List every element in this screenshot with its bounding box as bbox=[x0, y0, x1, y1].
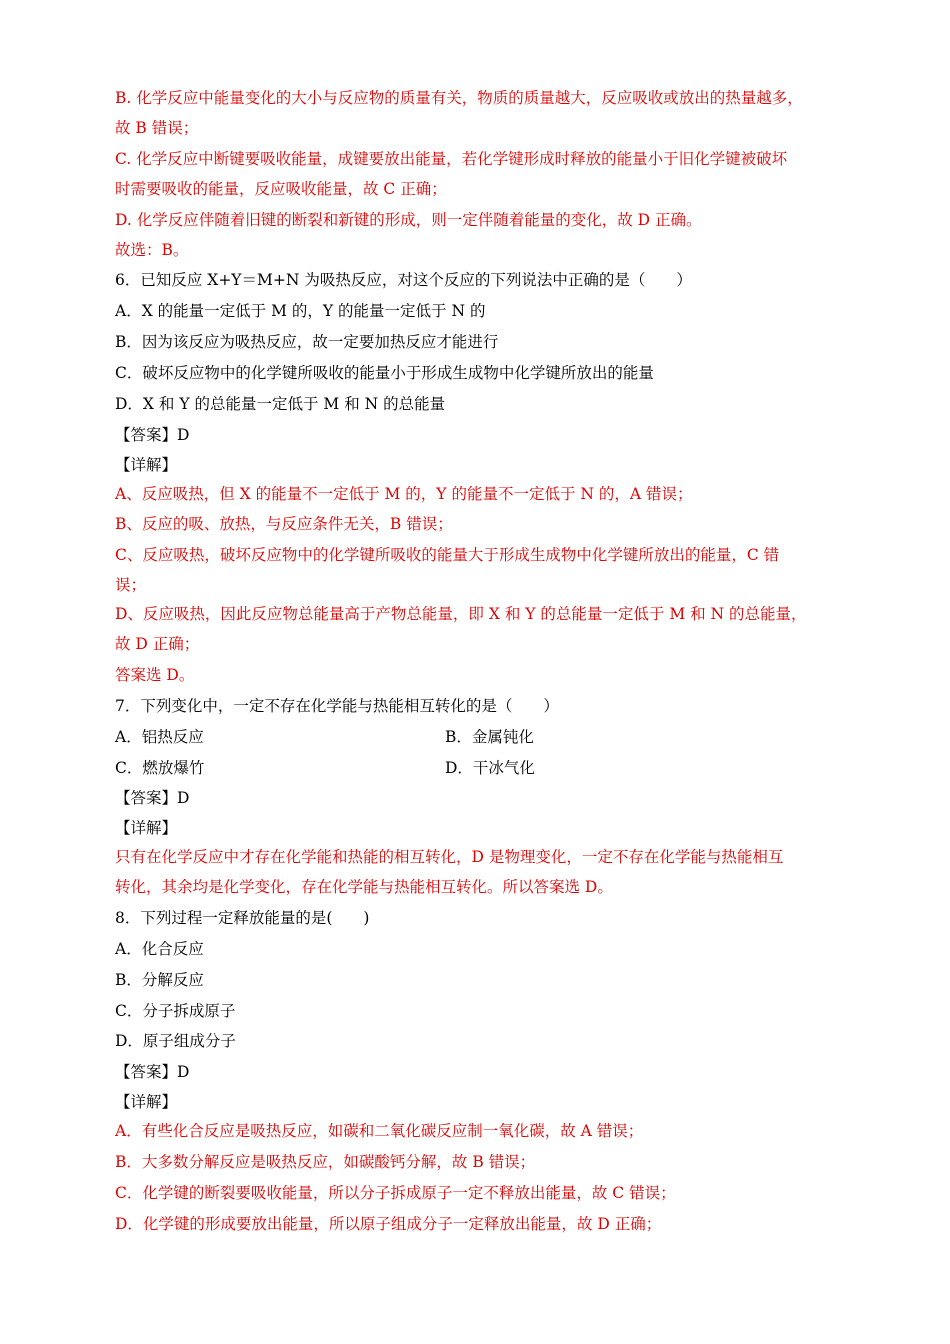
q6-explanation-line: C、反应吸热，破坏反应物中的化学键所吸收的能量大于形成生成物中化学键所放出的能量，C 错 bbox=[115, 546, 780, 564]
q8-explanation-line: B．大多数分解反应是吸热反应，如碳酸钙分解，故 B 错误； bbox=[115, 1153, 536, 1171]
q8-option-a: A．化合反应 bbox=[115, 940, 204, 958]
q8-answer: 【答案】D bbox=[115, 1063, 190, 1081]
q5-explanation-b-line1: B. 化学反应中能量变化的大小与反应物的质量有关，物质的质量越大，反应吸收或放出的热量越多， bbox=[115, 89, 803, 107]
q6-explanation-line: A、反应吸热，但 X 的能量不一定低于 M 的，Y 的能量不一定低于 N 的，A 错误； bbox=[115, 485, 693, 503]
q7-explanation-line: 只有在化学反应中才存在化学能和热能的相互转化，D 是物理变化，一定不存在化学能与热能相互 bbox=[115, 848, 784, 866]
q8-explanation-line: D．化学键的形成要放出能量，所以原子组成分子一定释放出能量，故 D 正确； bbox=[115, 1215, 662, 1233]
q7-detail-label: 【详解】 bbox=[115, 819, 178, 837]
q5-explanation-d-line1: D. 化学反应伴随着旧键的断裂和新键的形成，则一定伴随着能量的变化，故 D 正确。 bbox=[115, 211, 702, 229]
q8-option-c: C．分子拆成原子 bbox=[115, 1002, 236, 1020]
q7-option-b: B．金属钝化 bbox=[445, 728, 534, 746]
q6-detail-label: 【详解】 bbox=[115, 456, 178, 474]
q6-option-b: B．因为该反应为吸热反应，故一定要加热反应才能进行 bbox=[115, 333, 499, 351]
q6-option-d: D．X 和 Y 的总能量一定低于 M 和 N 的总能量 bbox=[115, 395, 446, 413]
q6-explanation-line: 答案选 D。 bbox=[115, 666, 195, 684]
q5-conclusion: 故选：B。 bbox=[115, 241, 189, 259]
q8-explanation-line: C．化学键的断裂要吸收能量，所以分子拆成原子一定不释放出能量，故 C 错误； bbox=[115, 1184, 676, 1202]
q7-answer: 【答案】D bbox=[115, 789, 190, 807]
q6-stem: 6．已知反应 X+Y＝M+N 为吸热反应，对这个反应的下列说法中正确的是（ ） bbox=[115, 271, 692, 289]
q6-answer: 【答案】D bbox=[115, 426, 190, 444]
q8-option-b: B．分解反应 bbox=[115, 971, 204, 989]
q6-option-c: C．破坏反应物中的化学键所吸收的能量小于形成生成物中化学键所放出的能量 bbox=[115, 364, 654, 382]
q8-option-d: D．原子组成分子 bbox=[115, 1032, 236, 1050]
q6-option-a: A．X 的能量一定低于 M 的，Y 的能量一定低于 N 的 bbox=[115, 302, 486, 320]
q6-explanation-line: D、反应吸热，因此反应物总能量高于产物总能量，即 X 和 Y 的总能量一定低于 M 和 N 的总能量， bbox=[115, 605, 807, 623]
q6-explanation-line: B、反应的吸、放热，与反应条件无关，B 错误； bbox=[115, 515, 453, 533]
q7-option-c: C．燃放爆竹 bbox=[115, 759, 205, 777]
q7-option-d: D．干冰气化 bbox=[445, 759, 535, 777]
q5-explanation-b-line2: 故 B 错误； bbox=[115, 119, 199, 137]
q7-stem: 7．下列变化中，一定不存在化学能与热能相互转化的是（ ） bbox=[115, 697, 559, 715]
q7-option-a: A．铝热反应 bbox=[115, 728, 204, 746]
q6-explanation-line: 故 D 正确； bbox=[115, 635, 200, 653]
q8-explanation-line: A．有些化合反应是吸热反应，如碳和二氧化碳反应制一氧化碳，故 A 错误； bbox=[115, 1122, 644, 1140]
q8-detail-label: 【详解】 bbox=[115, 1093, 178, 1111]
q7-explanation-line: 转化，其余均是化学变化，存在化学能与热能相互转化。所以答案选 D。 bbox=[115, 878, 613, 896]
q8-stem: 8．下列过程一定释放能量的是( ) bbox=[115, 909, 370, 927]
q5-explanation-c-line2: 时需要吸收的能量，反应吸收能量，故 C 正确； bbox=[115, 180, 447, 198]
q5-explanation-c-line1: C. 化学反应中断键要吸收能量，成键要放出能量，若化学键形成时释放的能量小于旧化学键被破坏 bbox=[115, 150, 788, 168]
q6-explanation-line: 误； bbox=[115, 576, 147, 594]
